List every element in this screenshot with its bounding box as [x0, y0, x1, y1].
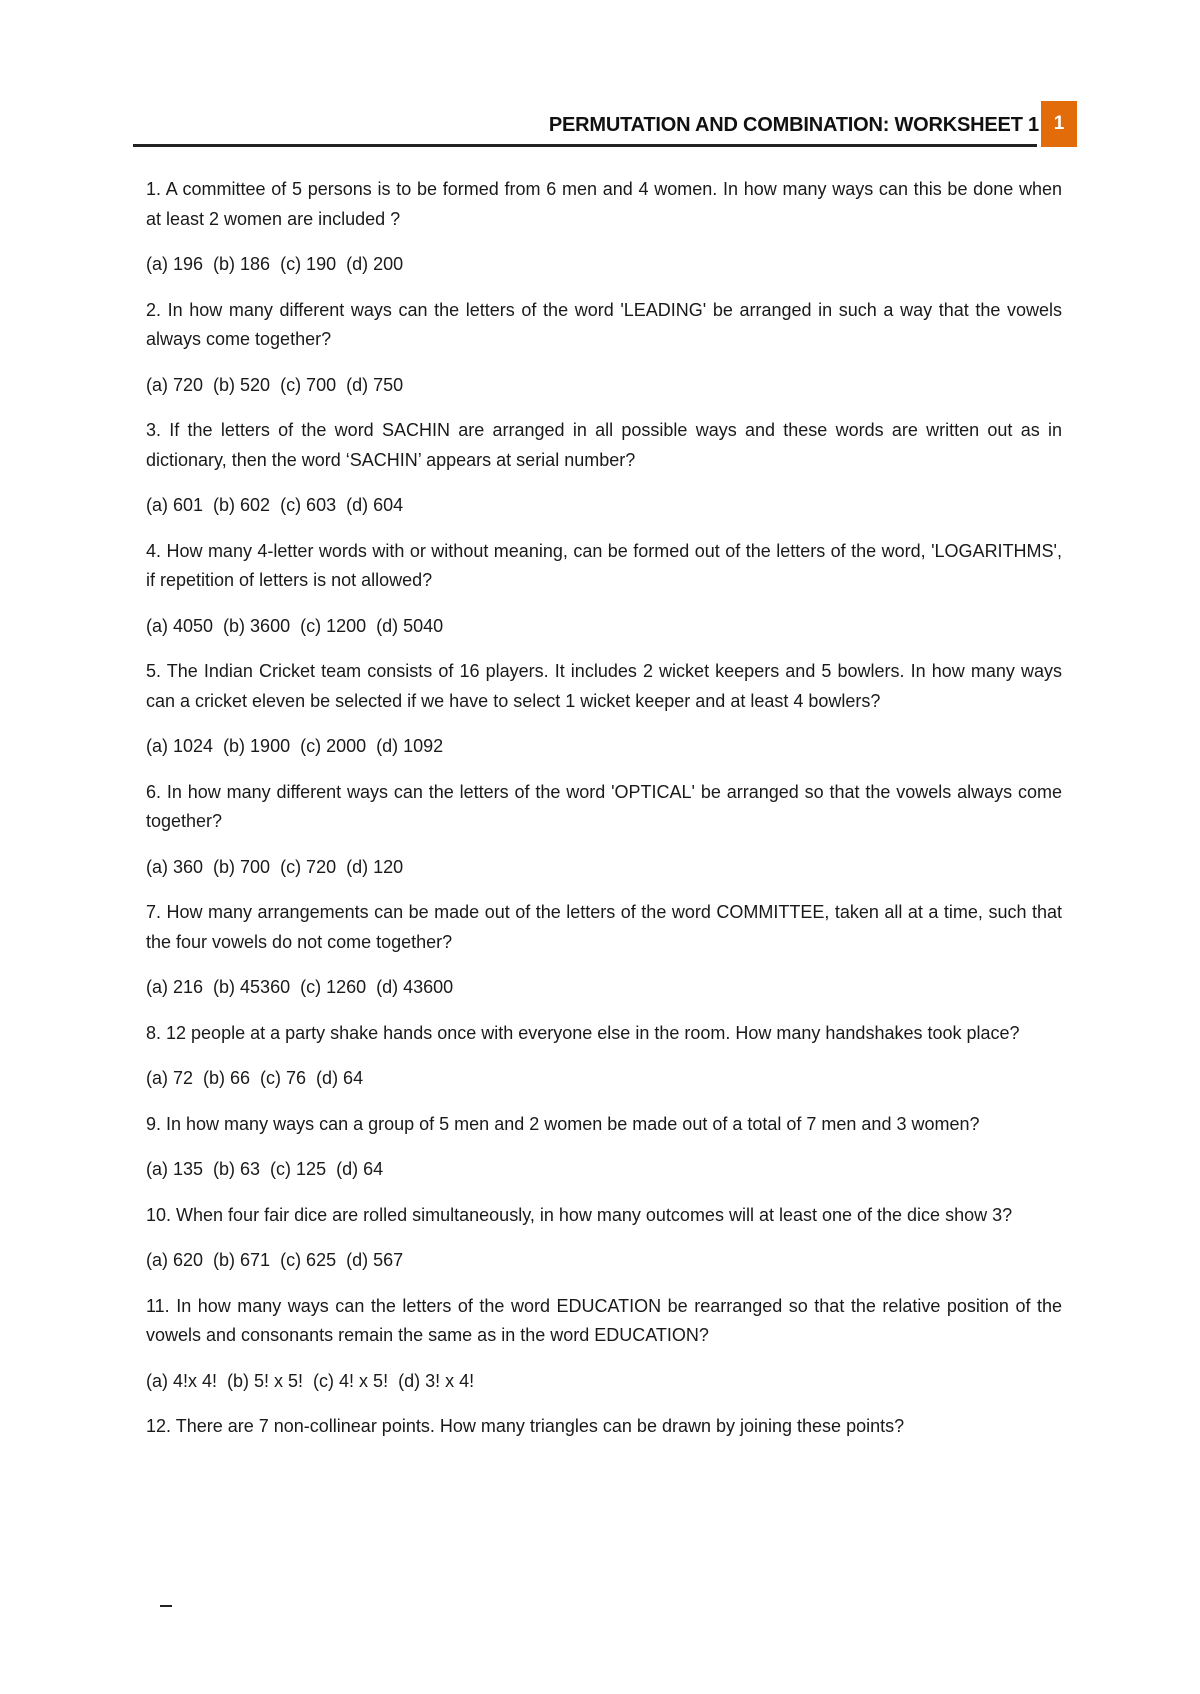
question-list — [146, 175, 1062, 1458]
question-text: 10. When four fair dice are rolled simultaneously, in how many outcomes will at least one of the dice show 3? — [146, 1204, 1013, 1225]
answer-options: (a) 72 (b) 66 (c) 76 (d) 64 — [146, 1068, 364, 1088]
question-text: 12. There are 7 non-collinear points. How many triangles can be drawn by joining these points? — [146, 1416, 905, 1436]
page-number-badge — [1041, 101, 1077, 147]
answer-options: (a) 601 (b) 602 (c) 603 (d) 604 — [146, 495, 404, 515]
page-number: 1 — [1053, 113, 1065, 134]
answer-options: (a) 620 (b) 671 (c) 625 (d) 567 — [146, 1250, 404, 1270]
page-header — [133, 101, 1077, 147]
question-text: 6. In how many different ways can the letters of the word 'OPTICAL' be arranged so that the vowels always come together? — [146, 781, 1062, 831]
question-text: 5. The Indian Cricket team consists of 16 players. It includes 2 wicket keepers and 5 bowlers. In how many ways can a cricket eleven be selected if we have to select 1 wicket keeper and at least 4 bowlers? — [146, 661, 1062, 711]
answer-options: (a) 720 (b) 520 (c) 700 (d) 750 — [146, 374, 404, 395]
question-text: 11. In how many ways can the letters of the word EDUCATION be rearranged so that the relative position of the vowels and consonants remain the same as in the word EDUCATION? — [146, 1295, 1062, 1345]
footer-dash — [160, 1605, 172, 1607]
question-text: 1. A committee of 5 persons is to be formed from 6 men and 4 women. In how many ways can this be done when at least 2 women are included ? — [146, 179, 1062, 229]
question-text: 8. 12 people at a party shake hands once with everyone else in the room. How many handshakes took place? — [146, 1022, 1020, 1043]
answer-options: (a) 196 (b) 186 (c) 190 (d) 200 — [146, 254, 404, 274]
answer-options: (a) 216 (b) 45360 (c) 1260 (d) 43600 — [146, 977, 454, 997]
question-text: 3. If the letters of the word SACHIN are arranged in all possible ways and these words are written out as in dictionary, then the word ‘SACHIN’ appears at serial number? — [146, 420, 1062, 470]
answer-options: (a) 4050 (b) 3600 (c) 1200 (d) 5040 — [146, 615, 444, 636]
question-text: 4. How many 4-letter words with or without meaning, can be formed out of the letters of the word, 'LOGARITHMS', if repetition of letters is not allowed? — [146, 540, 1062, 590]
question-text: 7. How many arrangements can be made out of the letters of the word COMMITTEE, taken all at a time, such that the four vowels do not come together? — [146, 902, 1062, 952]
worksheet-title: PERMUTATION AND COMBINATION: WORKSHEET 1 — [548, 114, 1039, 136]
question-text: 9. In how many ways can a group of 5 men and 2 women be made out of a total of 7 men and 3 women? — [146, 1113, 980, 1134]
answer-options: (a) 1024 (b) 1900 (c) 2000 (d) 1092 — [146, 736, 444, 756]
answer-options: (a) 360 (b) 700 (c) 720 (d) 120 — [146, 856, 404, 877]
question-text: 2. In how many different ways can the letters of the word 'LEADING' be arranged in such a way that the vowels always come together? — [146, 299, 1062, 349]
answer-options: (a) 135 (b) 63 (c) 125 (d) 64 — [146, 1159, 384, 1179]
answer-options: (a) 4!x 4! (b) 5! x 5! (c) 4! x 5! (d) 3! x 4! — [146, 1370, 475, 1391]
header-rule — [133, 144, 1037, 147]
